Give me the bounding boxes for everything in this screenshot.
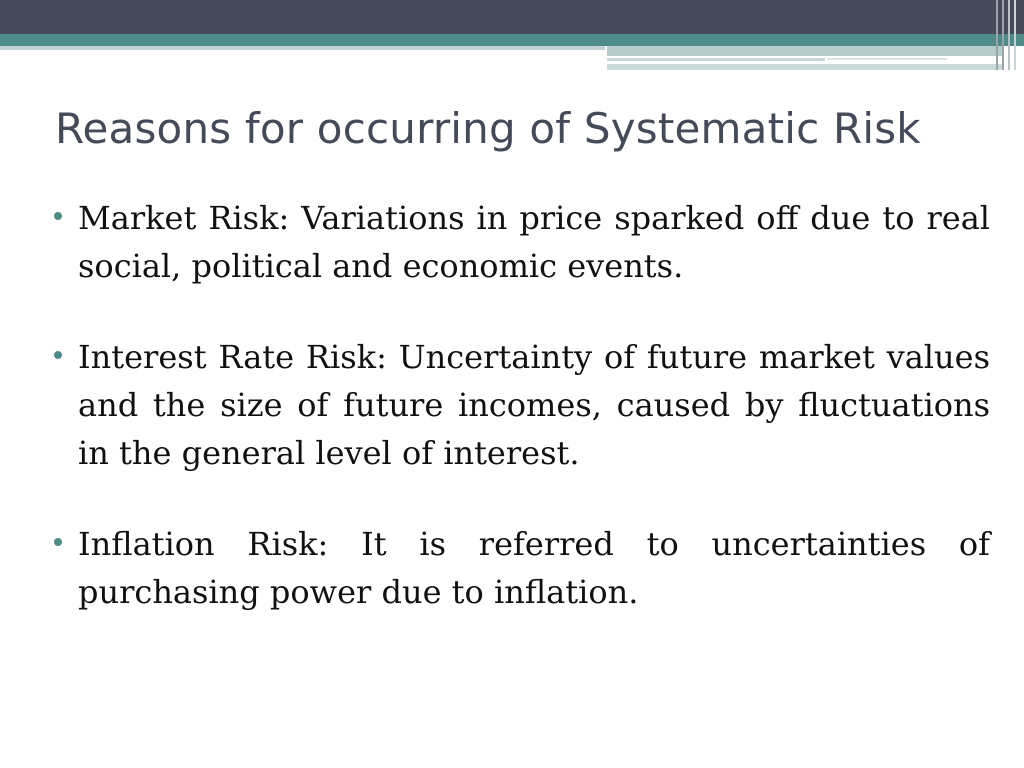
header-accent-line [827, 58, 947, 60]
bullet-list [50, 194, 990, 659]
header-accent-bar [607, 46, 1004, 56]
bullet-item [50, 333, 990, 477]
header-light-bar [0, 46, 605, 50]
bullet-item [50, 194, 990, 290]
bullet-item [50, 520, 990, 616]
slide-title: Reasons for occurring of Systematic Risk [55, 104, 921, 153]
header-vertical-line [1002, 0, 1004, 70]
bullet-text: Inflation Risk: It is referred to uncertainties of purchasing power due to inflation. [78, 525, 990, 611]
bullet-dot-icon [54, 212, 62, 220]
header-accent-bar [607, 64, 1002, 70]
header-vertical-line [996, 0, 998, 70]
bullet-text: Market Risk: Variations in price sparked off due to real social, political and economic events. [78, 199, 990, 285]
header-vertical-line [1008, 0, 1010, 70]
bullet-text: Interest Rate Risk: Uncertainty of future market values and the size of future incomes, caused by fluctuations in the general level of interest. [78, 338, 990, 472]
header-teal-bar [0, 34, 1024, 46]
header-accent-line [607, 58, 825, 61]
bullet-dot-icon [54, 351, 62, 359]
header-vertical-line [1014, 0, 1016, 70]
bullet-dot-icon [54, 538, 62, 546]
header-dark-bar [0, 0, 1024, 34]
